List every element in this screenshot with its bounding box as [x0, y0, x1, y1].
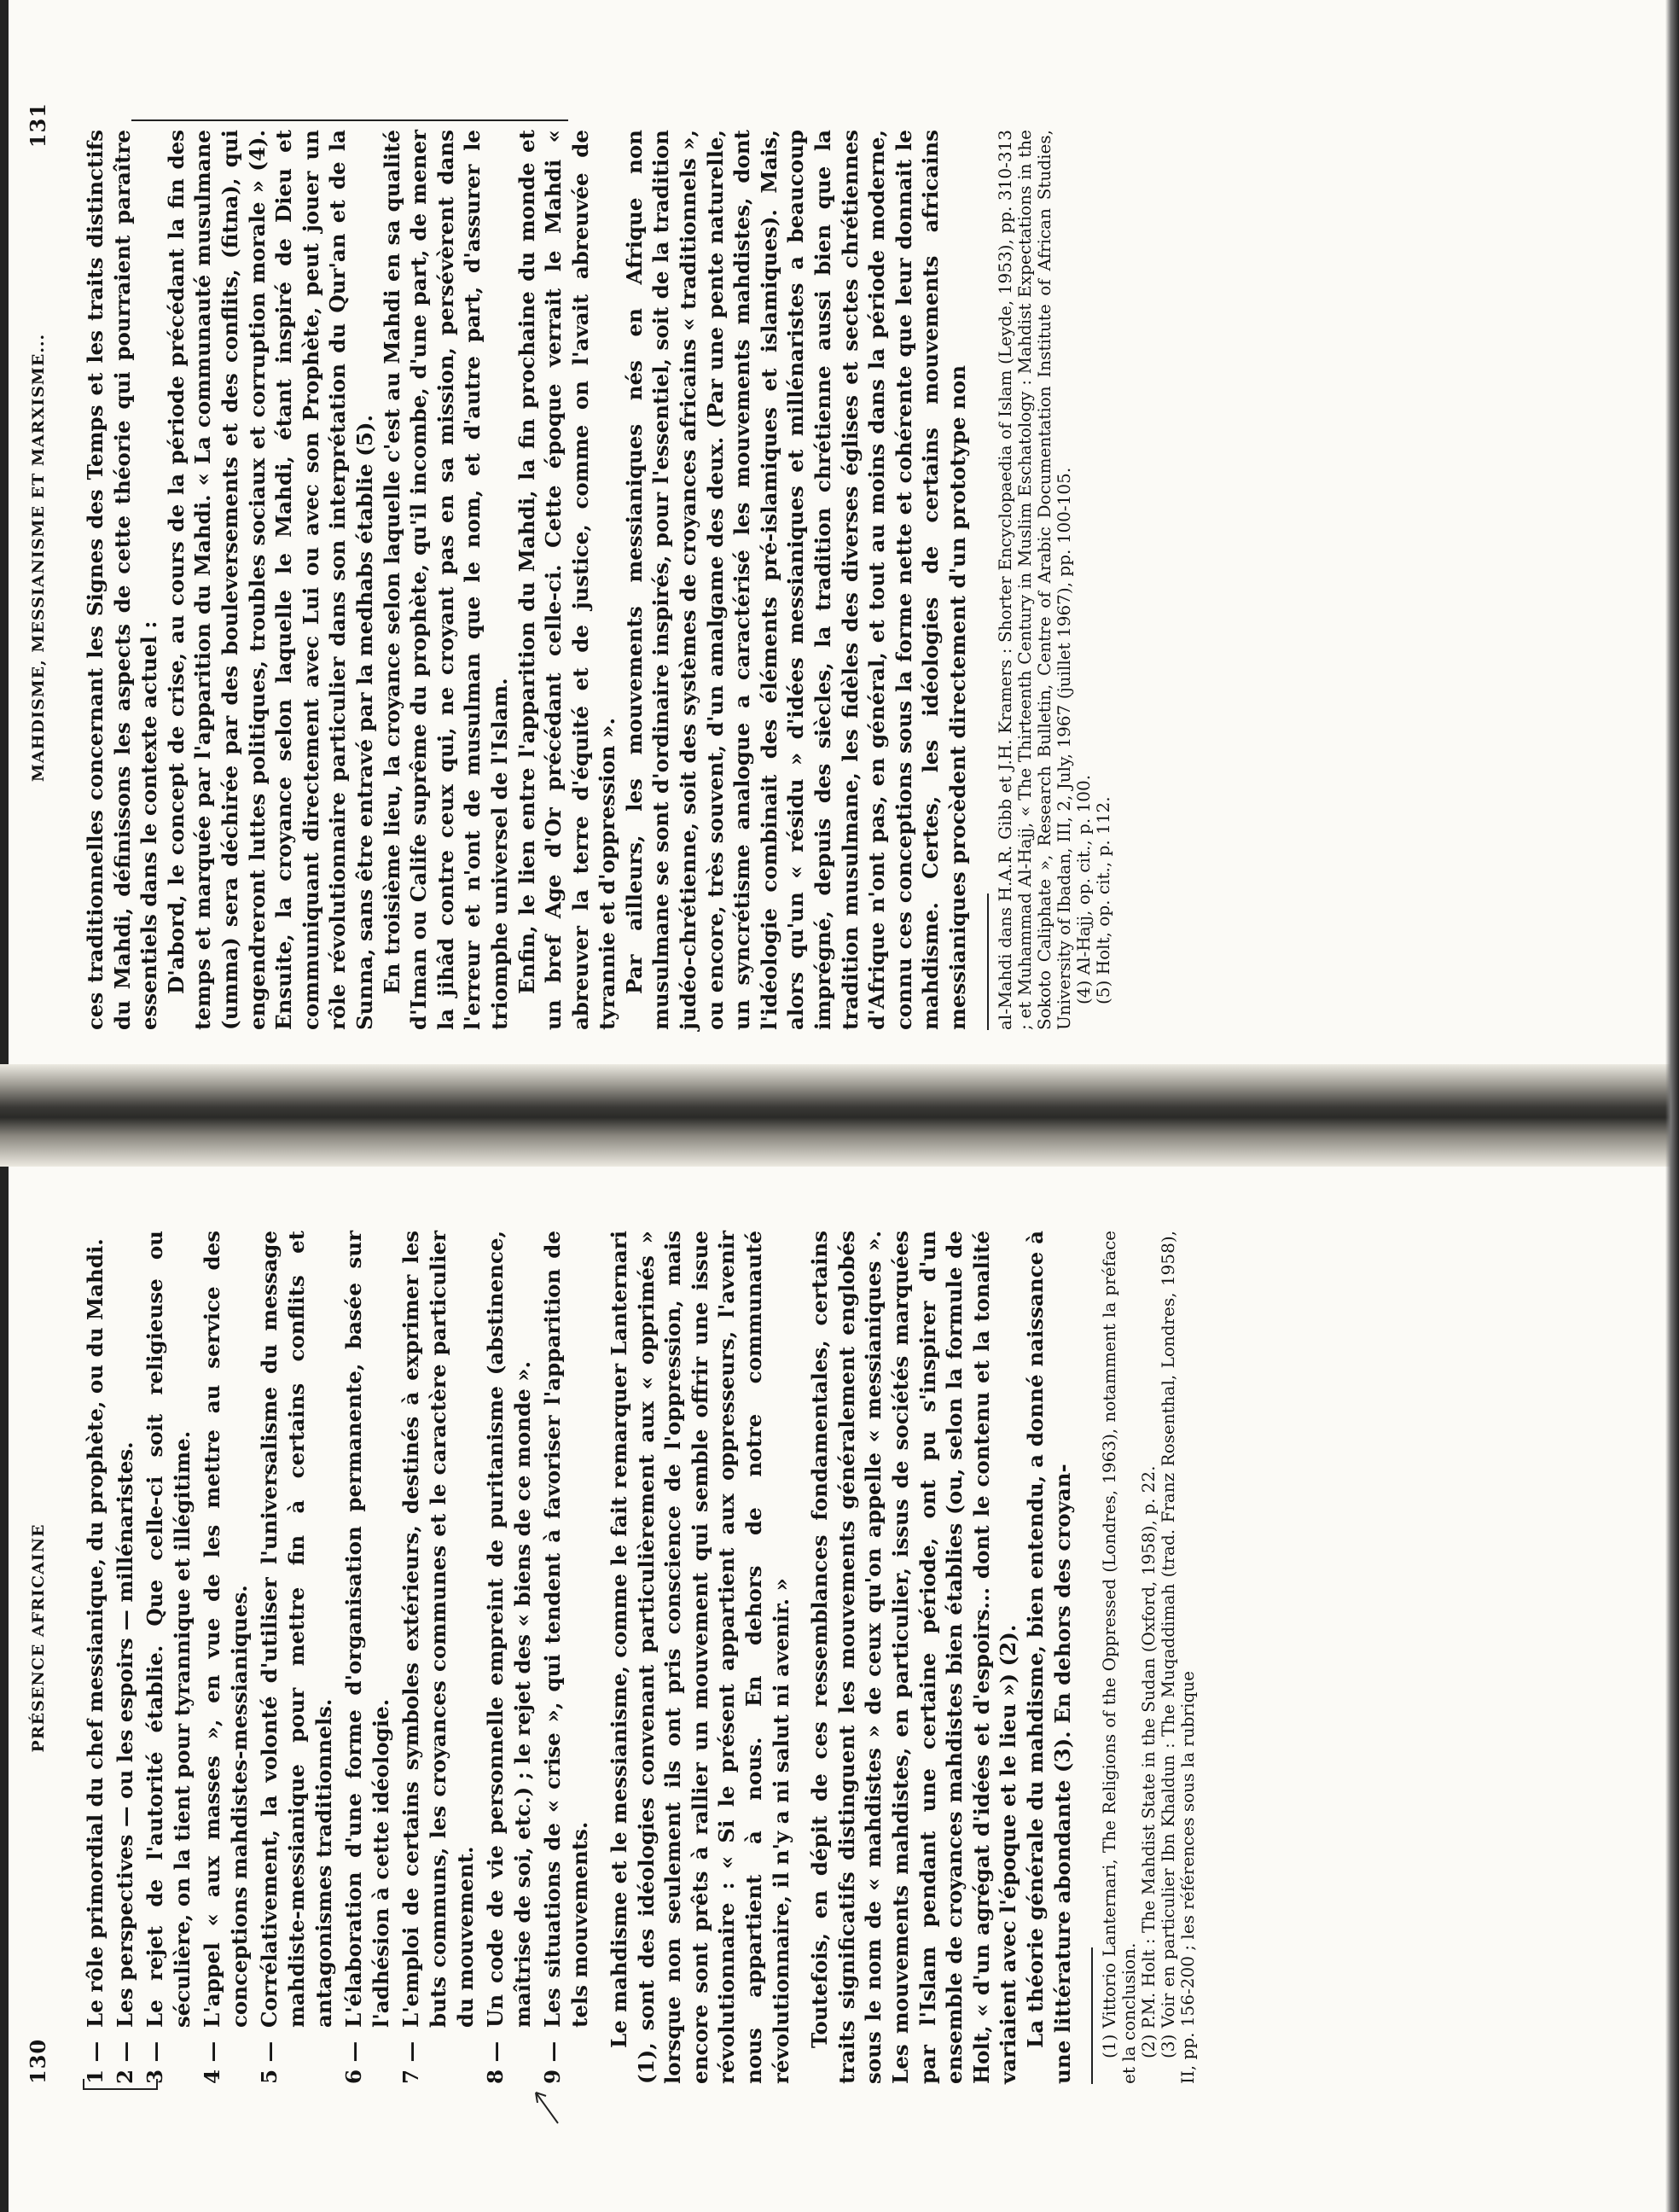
body-paragraph: Toutefois, en dépit de ces ressemblances fondamentales, certains traits significatifs distinguent les mouvements généralement englobés sous le nom de « mahdistes » de ceux qu'on appelle « messianiques ». Les mouvements mahdistes, en particulier, issus de sociétés marquées par l'Islam pendant une certaine période, ont pu s'inspirer d'un ensemble de croyances mahdistes bien établies (ou, selon la formule de Holt, « d'un agrégat d'idées et d'espoirs... dont le contenu et la tonalité variaient avec l'époque et le lieu ») (2).	[807, 1231, 1021, 2084]
list-item: 8 — Un code de vie personnelle empreint de puritanisme (abstinence, maîtrise de soi, etc.) ; le rejet des « biens de ce monde ».	[483, 1231, 535, 2084]
footnote: (3) Voir en particulier Ibn Khaldun : The Muqaddimah (trad. Franz Rosenthal, Londres, 1958), II, pp. 156-200 ; les références sous la rubrique	[1158, 1231, 1199, 2084]
left-running-head	[26, 1132, 60, 2212]
left-page-content	[82, 1231, 1198, 2084]
left-page	[0, 1132, 1679, 2212]
right-running-title: MAHDISME, MESSIANISME ET MARXISME...	[29, 333, 48, 783]
list-item: 9 — Les situations de « crise », qui tendent à favoriser l'apparition de tels mouvements.	[540, 1231, 592, 2084]
left-running-title: PRÉSENCE AFRICAINE	[29, 1523, 48, 1753]
footnote-rule	[1091, 1947, 1093, 2084]
list-item: 3 — Le rejet de l'autorité établie. Que celle-ci soit religieuse ou séculière, on la tient pour tyrannique et illégitime.	[142, 1231, 195, 2084]
footnote: (2) P.M. Holt : The Mahdist State in the Sudan (Oxford, 1958), p. 22.	[1138, 1465, 1159, 2058]
handwritten-bracket-mark	[82, 2075, 159, 2093]
list-item: 4 — L'appel « aux masses », en vue de les mettre au service des conceptions mahdistes-messianiques.	[200, 1231, 252, 2084]
book-gutter	[0, 1064, 1679, 1167]
body-paragraph: D'abord, le concept de crise, au cours de la période précédant la fin des temps et marquée par l'apparition du Mahdi. « La communauté musulmane (umma) sera déchirée par des bouleversements et des conflits, (fitna), qui engendreront luttes politiques, troubles sociaux et corruption morale » (4). Ensuite, la croyance selon laquelle le Mahdi, étant inspiré de Dieu et communiquant directement avec Lui ou avec son Prophète, peut jouer un rôle révolutionnaire particulier dans son interprétation du Qur'an et de la Sunna, sans être entravé par la medhabs établie (5).	[163, 130, 377, 1030]
body-paragraph: En troisième lieu, la croyance selon laquelle c'est au Mahdi en sa qualité d'Iman ou Calife suprême du prophète, qu'il incombe, d'une part, de mener la jihâd contre ceux qui, ne croyant pas en sa mission, persévèrent dans l'erreur et n'ont de musulman que le nom, et d'autre part, d'assurer le triomphe universel de l'Islam.	[379, 130, 512, 1030]
right-page	[0, 0, 1679, 1064]
body-paragraph: Enfin, le lien entre l'apparition du Mahdi, la fin prochaine du monde et un bref Age d'Or précédant celle-ci. Cette époque verrait le Mahdi « abreuver la terre d'équité et de justice, comme on l'avait abreuvée de tyrannie et d'oppression ».	[514, 130, 620, 1030]
footnote: al-Mahdi dans H.A.R. Gibb et J.H. Kramers : Shorter Encyclopaedia of Islam (Leyde, 1953), pp. 310-313 ; et Muhammad Al-Hajj, « The Thirteenth Century in Muslim Eschatology : Mahdist Expectations in the Sokoto Caliphate », Research Bulletin, Centre of Arabic Documentation Institute of African Studies, University of Ibadan, III, 2, July, 1967 (juillet 1967), pp. 100-105.	[994, 130, 1074, 1030]
list-item: 5 — Corrélativement, la volonté d'utiliser l'universalisme du message mahdiste-messianique pour mettre fin à certains conflits et antagonismes traditionnels.	[257, 1231, 336, 2084]
footnote: (5) Holt, op. cit., p. 112.	[1092, 796, 1113, 1004]
body-paragraph: Par ailleurs, les mouvements messianiques nés en Afrique non musulmane se sont d'ordinaire inspirés, pour l'essentiel, soit de la tradition judéo-chrétienne, soit des systèmes de croyances africains « traditionnels », ou encore, très souvent, d'un amalgame des deux. (Par une pente naturelle, un syncrétisme analogue a caractérisé les mouvements mahdistes, dont l'idéologie combinait des éléments pré-islamiques et islamiques). Mais, alors qu'un « résidu » d'idées messianiques et millénaristes a beaucoup imprégné, depuis des siècles, la tradition chrétienne aussi bien que la tradition musulmane, les fidèles des diverses églises et sectes chrétiennes d'Afrique n'ont pas, en général, et tout au moins dans la période moderne, connu ces conceptions sous la forme nette et cohérente que leur donnait le mahdisme. Certes, les idéologies de certains mouvements africains messianiques procèdent directement d'un prototype non	[621, 130, 970, 1030]
body-paragraph: La théorie générale du mahdisme, bien entendu, a donné naissance à une littérature abondante (3). En dehors des croyan-	[1022, 1231, 1075, 2084]
footnote-rule	[987, 894, 989, 1030]
body-paragraph: Le mahdisme et le messianisme, comme le fait remarquer Lanternari (1), sont des idéologies convenant particulièrement aux « opprimés » lorsque non seulement ils ont pris conscience de l'oppression, mais encore sont prêts à rallier un mouvement qui semble offrir une issue révolutionnaire : « Si le présent appartient aux oppresseurs, l'avenir nous appartient à nous. En dehors de notre communauté révolutionnaire, il n'y a ni salut ni avenir. »	[607, 1231, 793, 2084]
list-item: 1 — Le rôle primordial du chef messianique, du prophète, ou du Mahdi.	[83, 1238, 107, 2084]
body-paragraph: ces traditionnelles concernant les Signes des Temps et les traits distinctifs du Mahdi, définissons les aspects de cette théorie qui pourraient paraître essentiels dans le contexte actuel :	[83, 130, 162, 1030]
list-item: 7 — L'emploi de certains symboles extérieurs, destinés à exprimer les buts communs, les croyances communes et le caractère particulier du mouvement.	[398, 1231, 478, 2084]
right-running-head	[26, 0, 60, 1064]
left-page-number: 130	[26, 2038, 50, 2084]
characteristics-list	[82, 1231, 594, 2084]
right-page-content	[82, 130, 1113, 1030]
handwritten-arrow-mark	[529, 2075, 563, 2127]
handwritten-margin-mark	[128, 114, 572, 127]
scan-edge-bottom	[1665, 0, 1679, 2212]
footnote: (1) Vittorio Lanternari, The Religions of the Oppressed (Londres, 1963), notamment la préface et la conclusion.	[1099, 1231, 1140, 2084]
footnote: (4) Al-Hajj, op. cit., p. 100.	[1072, 774, 1094, 1004]
right-page-number: 131	[26, 102, 50, 148]
list-item: 2 — Les perspectives — ou les espoirs — millénaristes.	[113, 1441, 137, 2084]
list-item: 6 — L'élaboration d'une forme d'organisation permanente, basée sur l'adhésion à cette idéologie.	[341, 1231, 393, 2084]
